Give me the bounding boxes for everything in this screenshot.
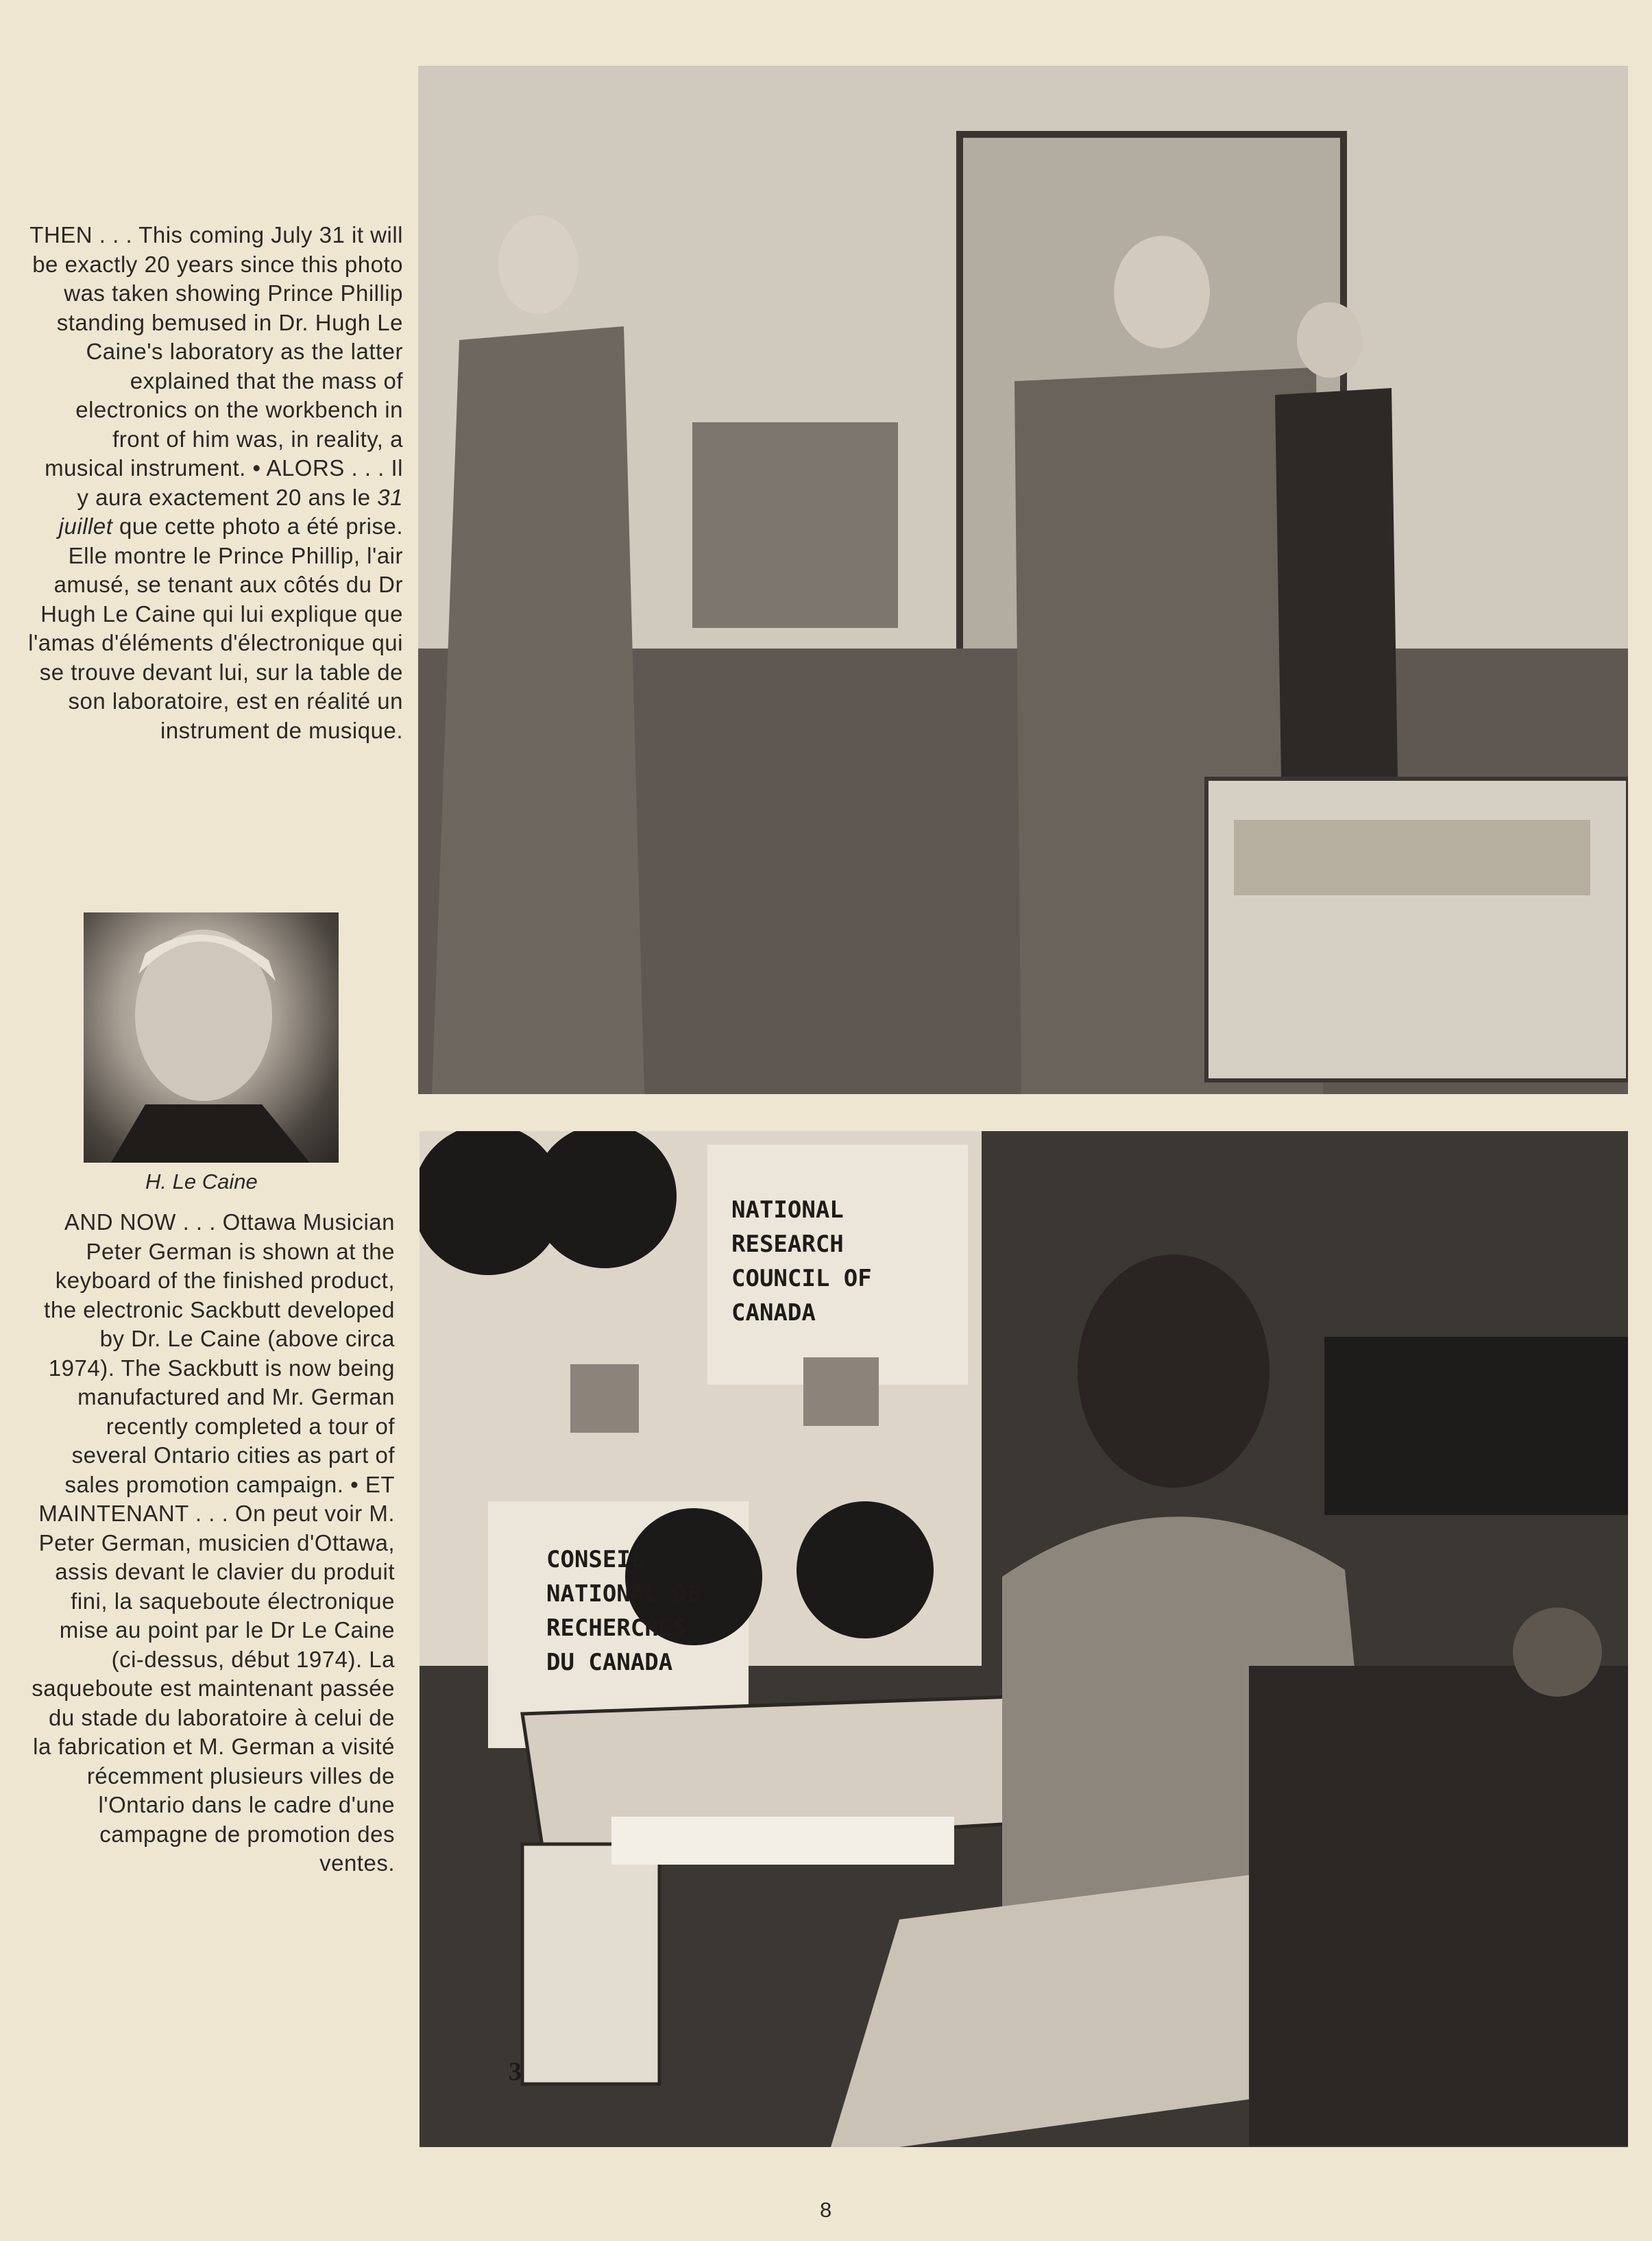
now-english: AND NOW . . . Ottawa Musician Peter German is shown at the keyboard of the finished product, the electronic Sackbutt developed by Dr. Le Caine (above circa 1974). The Sackbutt is now being manufactured and Mr. German recently completed a tour of several Ontario cities as part of sales promotion campaign. • ET MAINTENANT . . . On peut voir M. Peter German, musicien d'Ottawa, assis devant le clavier du produit fini, la saqueboute électronique mise au point par le Dr Le Caine (ci-dessus, début 1974). La saqueboute est maintenant passée du stade du laboratoire à celui de la fabrication et M. German a visité récemment plusieurs villes de l'Ontario dans le cadre d'une campagne de promotion des ventes. — [32, 1209, 395, 1876]
laboratory-photo — [418, 66, 1628, 1094]
nrc-french-sign: CONSEIL NATIONAL DE RECHERCHES DU CANADA — [546, 1546, 701, 1676]
page-number: 8 — [820, 2198, 832, 2222]
then-caption — [27, 221, 403, 745]
photo-number: 3 — [509, 2057, 522, 2086]
sackbutt-photo — [420, 1131, 1628, 2147]
portrait-illustration — [84, 912, 339, 1163]
now-caption — [27, 1208, 395, 1878]
nrc-english-sign: NATIONAL RESEARCH COUNCIL OF CANADA — [731, 1196, 872, 1327]
then-english: THEN . . . This coming July 31 it will be exactly 20 years since this photo was taken showing Prince Phillip standing bemused in Dr. Hugh Le Caine's laboratory as the latter explained that the mass of electronics on the workbench in front of him was, in reality, a musical instrument. • ALORS . . . Il y aura exactement 20 ans le 31 juillet que cette photo a été prise. Elle montre le Prince Phillip, l'air amusé, se tenant aux côtés du Dr Hugh Le Caine qui lui explique que l'amas d'éléments d'électronique qui se trouve devant lui, sur la table de son laboratoire, est en réalité un instrument de musique. — [28, 222, 403, 743]
portrait-caption: H. Le Caine — [145, 1170, 258, 1194]
portrait-photo — [84, 912, 339, 1163]
laboratory-photo-illustration — [418, 66, 1628, 1094]
